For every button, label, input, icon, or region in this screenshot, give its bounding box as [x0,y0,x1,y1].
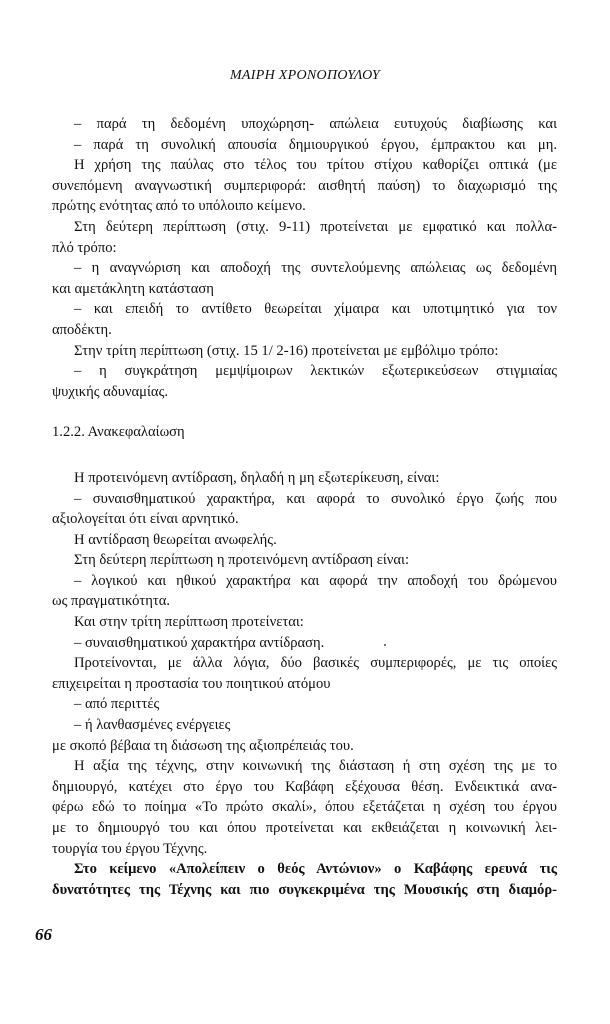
print-speck [384,644,386,646]
paragraph [52,341,557,362]
text-line: – η αναγνώριση και αποδοχή της συντελούμενης απώλειας ως δεδομένη [74,260,557,277]
paragraph [52,155,557,217]
paragraph [52,530,557,551]
text-line: πρώτης ενότητας από το υπόλοιπο κείμενο. [52,198,306,215]
text-line: – η συγκράτηση μεμψίμοιρων λεκτικών εξωτερικεύσεων στιγμιαίας [74,363,557,380]
text-line: αποδέκτη. [52,321,112,338]
text-line: Στη δεύτερη περίπτωση (στιχ. 9-11) προτείνεται με εμφατικό και πολλα- [74,218,557,235]
text-line: Η χρήση της παύλας στο τέλος του τρίτου στίχου καθορίζει οπτικά (με [74,157,557,174]
text-line: Στη δεύτερη περίπτωση η προτεινόμενη αντίδραση είναι: [74,552,409,569]
paragraph [52,736,557,757]
text-line: Η αντίδραση θεωρείται ανωφελής. [74,531,277,548]
paragraph [52,859,557,900]
text-line: Και στην τρίτη περίπτωση προτείνεται: [74,614,304,631]
text-line: δημιουργό, κατέχει στο έργο του Καβάφη εξέχουσα θέση. Ενδεικτικά ανα- [52,778,557,795]
list-item [52,258,557,299]
text-line: – από περιττές [74,696,160,713]
text-line: επιχειρείται η προστασία του ποιητικού ατόμου [52,675,331,692]
text-line: αξιολογείται ότι είναι αρνητικό. [52,511,239,528]
paragraph [52,756,557,859]
text-line: Στην τρίτη περίπτωση (στιχ. 15 1/ 2-16) προτείνεται με εμβόλιμο τρόπο: [74,342,499,359]
text-line: ψυχικής αδυναμίας. [52,383,168,400]
text-line: – λογικού και ηθικού χαρακτήρα και αφορά την αποδοχή του δρώμενου [74,572,557,589]
paragraph [52,217,557,258]
page-number: 66 [35,925,52,944]
text-line: – συναισθηματικού χαρακτήρα, και αφορά το συνολικό έργο ζωής που [74,490,557,507]
text-line: – παρά τη δεδομένη υποχώρηση- απώλεια ευτυχούς διαβίωσης και [74,116,557,132]
list-item [52,299,557,340]
text-line: – ή λανθασμένες ενέργειες [74,717,231,734]
text-line: με το δημιουργό του και όπου προτείνεται και εκθειάζεται η κοινωνική λει- [52,820,557,836]
list-item [52,715,557,736]
list-item [52,633,557,654]
text-line: Προτείνονται, με άλλα λόγια, δύο βασικές συμπεριφορές, με τις οποίες [74,655,557,672]
main-text [52,114,557,900]
text-line: ως πραγματικότητα. [52,593,171,610]
text-line: Στο κείμενο «Απολείπειν ο θεός Αντώνιον» ο Καβάφης ερευνά τις [74,861,557,878]
text-line: πλό τρόπο: [52,239,117,256]
list-item [52,114,557,135]
text-line: – παρά τη συνολική απουσία δημιουργικού έργου, έμπρακτου και μη. [74,136,557,153]
list-item [52,489,557,530]
text-line: τουργία του έργου Τέχνης. [52,840,208,857]
paragraph [52,550,557,571]
text-line: φέρω εδώ το ποίημα «Το πρώτο σκαλί», όπου εξετάζεται η σχέση του έργου [52,799,557,816]
text-line: με σκοπό βέβαια τη διάσωση της αξιοπρέπειάς του. [52,737,354,754]
list-item [52,571,557,612]
list-item [52,135,557,156]
text-line: και αμετάκλητη κατάσταση [52,280,214,297]
text-line: Η προτεινόμενη αντίδραση, δηλαδή η μη εξωτερίκευση, είναι: [74,469,440,486]
paragraph [52,612,557,633]
list-item [52,361,557,402]
paragraph [52,653,557,694]
text-line: – και επειδή το αντίθετο θεωρείται χίμαιρα και υποτιμητικό για τον [74,301,557,318]
text-line: συνεπόμενη αναγνωστική συμπεριφορά: αισθητή παύση) το διαχωρισμό της [52,177,557,194]
running-header-author: ΜΑΙΡΗ ΧΡΟΝΟΠΟΥΛΟΥ [229,68,381,83]
paragraph [52,468,557,489]
text-line: – συναισθηματικού χαρακτήρα αντίδραση. [74,634,325,651]
section-heading: 1.2.2. Ανακεφαλαίωση [52,424,185,441]
list-item [52,694,557,715]
text-line: δυνατότητες της Τέχνης και πιο συγκεκριμένα της Μουσικής στη διαμόρ- [52,881,557,898]
text-line: Η αξία της τέχνης, στην κοινωνική της διάσταση ή στη σχέση της με το [74,758,557,775]
